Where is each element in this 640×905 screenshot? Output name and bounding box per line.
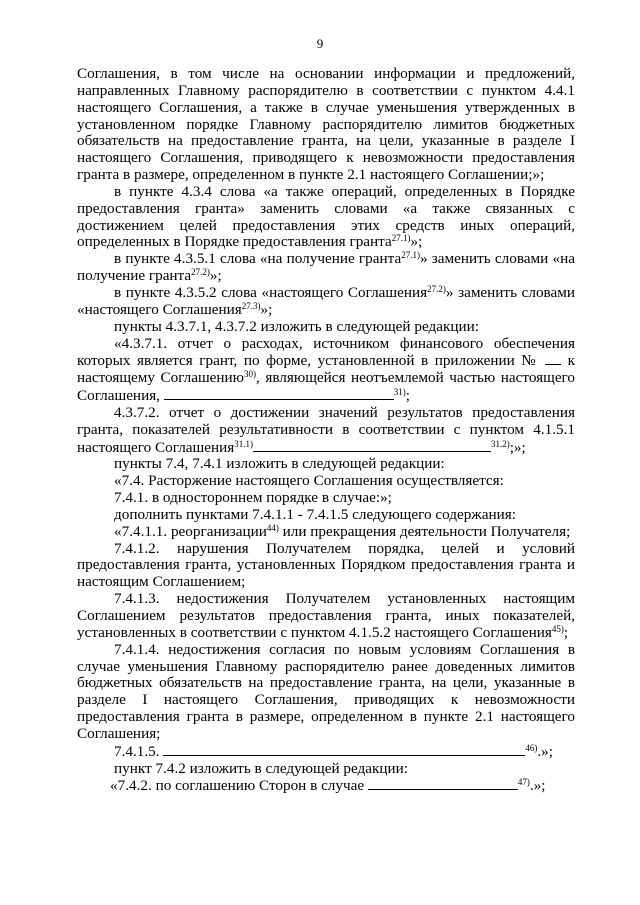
paragraph-9: «7.4. Расторжение настоящего Соглашения осуществляется: bbox=[114, 472, 504, 490]
paragraph-2: в пункте 4.3.4 слова «а также операций, определенных в Порядке предоставления гранта» заменить словами «а также связанных с достижением целей предоставления этих средств иных операций, определенных в Порядке предоставления гранта$^{27.1)}$»; bbox=[77, 182, 575, 251]
blank-line bbox=[253, 439, 491, 452]
footnote-ref: 27.2) bbox=[191, 267, 210, 278]
footnote-ref: 27.3) bbox=[241, 300, 261, 311]
paragraph-15: 7.4.1.4. недостижения согласия по новым условиям Соглашения в случае уменьшения Главному распорядителю ранее доведенных лимитов бюджетных обязательств на предоставление гранта, на цели, указанные в разделе I настоящего Соглашения, приводящих к невозможности предоставления гранта в размере, определенном в пункте 2.1 настоящего Соглашения; bbox=[77, 640, 575, 742]
document-body bbox=[77, 66, 575, 795]
paragraph-11: дополнить пунктами 7.4.1.1 - 7.4.1.5 следующего содержания: bbox=[114, 505, 517, 523]
blank-line bbox=[368, 777, 518, 790]
paragraph-8: пункты 7.4, 7.4.1 изложить в следующей редакции: bbox=[114, 455, 445, 473]
paragraph-7: 4.3.7.2. отчет о достижении значений результатов предоставления гранта, показателей результативности в соответствии с пунктом 4.1.5.1 настоящего Соглашения$^{31.1)}$ $^{31.2)}$;»; bbox=[77, 403, 575, 456]
paragraph-12: «7.4.1.1. реорганизации$^{44)}$ или прекращения деятельности Получателя; bbox=[114, 522, 571, 540]
paragraph-16: 7.4.1.5. $^{46)}$.»; bbox=[114, 742, 553, 760]
footnote-ref: 31.2) bbox=[490, 438, 510, 449]
blank-line bbox=[164, 387, 394, 400]
footnote-ref: 27.2) bbox=[427, 283, 446, 294]
paragraph-10: 7.4.1. в одностороннем порядке в случае:»; bbox=[114, 489, 392, 507]
paragraph-3: в пункте 4.3.5.1 слова «на получение гранта$^{27.1)}$» заменить словами «на получение гранта$^{27.2)}$»; bbox=[77, 250, 575, 285]
footnote-ref: 27.1) bbox=[391, 233, 411, 244]
footnote-ref: 44) bbox=[266, 522, 279, 533]
footnote-ref: 31) bbox=[393, 387, 406, 398]
paragraph-14: 7.4.1.3. недостижения Получателем установленных настоящим Соглашением результатов предоставления гранта, иных показателей, установленных в соответствии с пунктом 4.1.5.2 настоящего Соглашения$^{45)}$; bbox=[77, 590, 575, 641]
paragraph-4: в пункте 4.3.5.2 слова «настоящего Соглашения$^{27.2)}$» заменить словами «настоящего Соглашения$^{27.3)}$»; bbox=[77, 283, 575, 318]
paragraph-6: «4.3.7.1. отчет о расходах, источником финансового обеспечения которых является грант, по форме, установленной в приложении № к настоящему Соглашению$^{30)}$, являющейся неотъемлемой частью настоящего Соглашения, $^{31)}$; bbox=[77, 334, 575, 405]
footnote-ref: 30) bbox=[244, 369, 257, 380]
paragraph-18: «7.4.2. по соглашению Сторон в случае $^{47)}$.»; bbox=[110, 777, 546, 795]
footnote-ref: 46) bbox=[525, 742, 538, 753]
footnote-ref: 31.1) bbox=[234, 438, 253, 449]
paragraph-13: 7.4.1.2. нарушения Получателем порядка, целей и условий предоставления гранта, установленных Порядком предоставления гранта и настоящим Соглашением; bbox=[77, 539, 575, 591]
footnote-ref: 27.1) bbox=[401, 250, 420, 261]
blank-line bbox=[545, 352, 561, 365]
paragraph-1: Соглашения, в том числе на основании информации и предложений, направленных Главному распорядителю в соответствии с пунктом 4.4.1 настоящего Соглашения, а также в случае уменьшения утвержденных в установленном порядке Главному распорядителю лимитов бюджетных обязательств на предоставление гранта, на цели, указанные в разделе I настоящего Соглашения, приводящего к невозможности предоставления гранта в размере, определенном в пункте 2.1 настоящего Соглашении;»; bbox=[77, 65, 575, 184]
footnote-ref: 47) bbox=[517, 777, 530, 788]
page-number: 9 bbox=[316, 36, 324, 51]
paragraph-17: пункт 7.4.2 изложить в следующей редакции: bbox=[114, 759, 408, 777]
blank-line bbox=[163, 743, 525, 756]
paragraph-5: пункты 4.3.7.1, 4.3.7.2 изложить в следующей редакции: bbox=[114, 317, 479, 335]
footnote-ref: 45) bbox=[551, 623, 564, 634]
